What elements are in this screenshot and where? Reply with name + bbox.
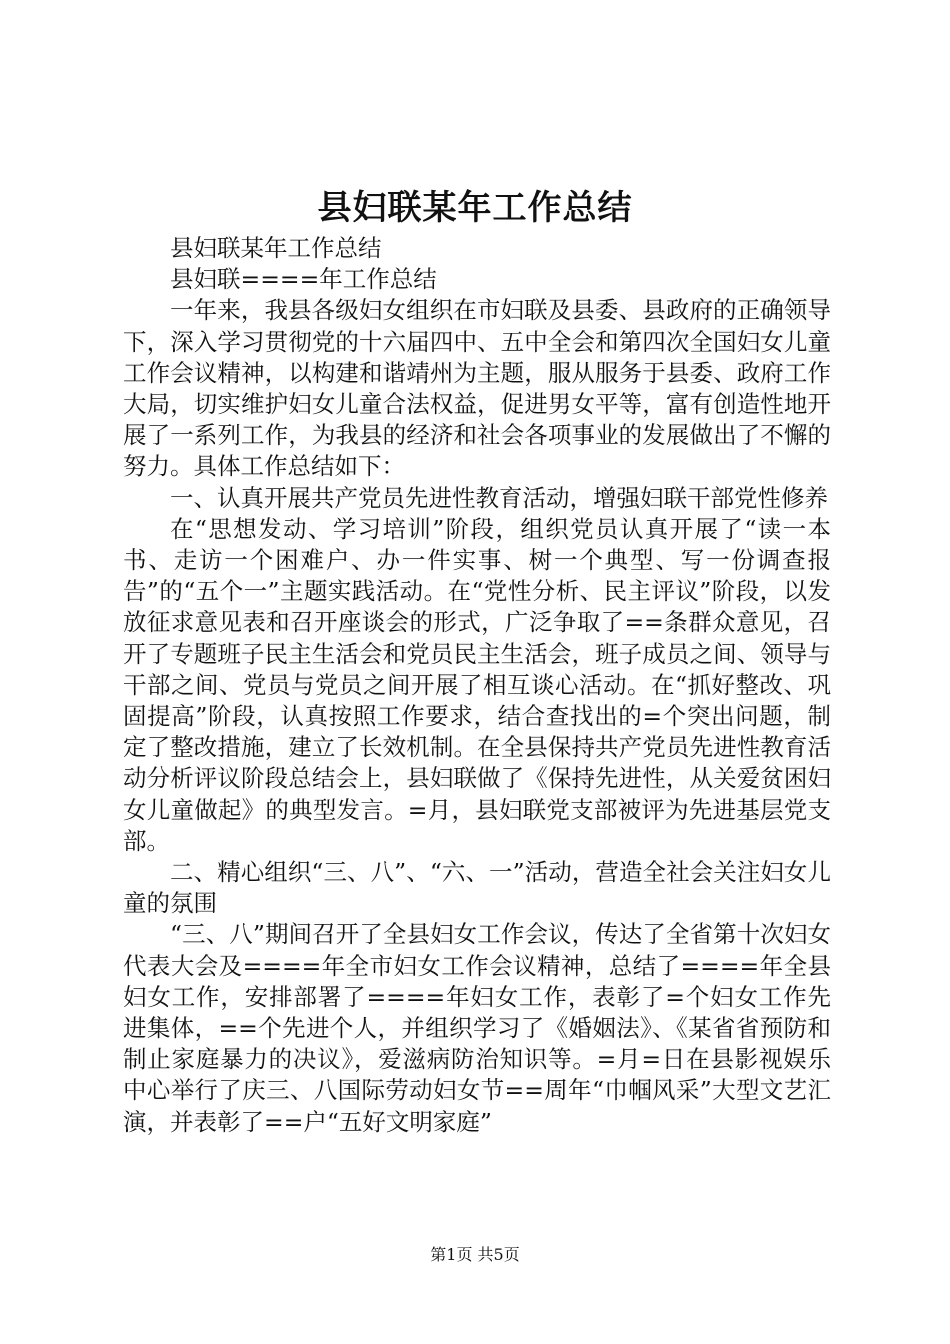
page-number-footer: 第1页 共5页 xyxy=(430,1245,520,1264)
document-body xyxy=(123,233,831,1138)
paragraph-section-1: 在“思想发动、学习培训”阶段，组织党员认真开展了“读一本书、走访一个困难户、办一件实事、树一个典型、写一份调查报告”的“五个一”主题实践活动。在“党性分析、民主评议”阶段，以发放征求意见表和召开座谈会的形式，广泛争取了==条群众意见，召开了专题班子民主生活会和党员民主生活会，班子成员之间、领导与干部之间、党员与党员之间开展了相互谈心活动。在“抓好整改、巩固提高”阶段，认真按照工作要求，结合查找出的=个突出问题，制定了整改措施，建立了长效机制。在全县保持共产党员先进性教育活动分析评议阶段总结会上，县妇联做了《保持先进性，从关爱贫困妇女儿童做起》的典型发言。=月，县妇联党支部被评为先进基层党支部。 xyxy=(123,514,831,855)
paragraph-heading: 县妇联====年工作总结 xyxy=(170,265,437,294)
section-heading-2: 二、精心组织“三、八”、“六、一”活动，营造全社会关注妇女儿童的氛围 xyxy=(123,858,831,918)
paragraph-subtitle: 县妇联某年工作总结 xyxy=(170,234,382,262)
paragraph-section-2: “三、八”期间召开了全县妇女工作会议，传达了全省第十次妇女代表大会及====年全市妇女工作会议精神，总结了====年全县妇女工作，安排部署了====年妇女工作，表彰了=个妇女工作先进集体，==个先进个人，并组织学习了《婚姻法》、《某省省预防和制止家庭暴力的决议》，爱滋病防治知识等。=月=日在县影视娱乐中心举行了庆三、八国际劳动妇女节==周年“巾帼风采”大型文艺汇演，并表彰了==户“五好文明家庭” xyxy=(123,920,831,1136)
document-title: 县妇联某年工作总结 xyxy=(317,188,633,228)
paragraph-intro: 一年来，我县各级妇女组织在市妇联及县委、县政府的正确领导下，深入学习贯彻党的十六届四中、五中全会和第四次全国妇女儿童工作会议精神，以构建和谐靖州为主题，服从服务于县委、政府工作大局，切实维护妇女儿童合法权益，促进男女平等，富有创造性地开展了一系列工作，为我县的经济和社会各项事业的发展做出了不懈的努力。具体工作总结如下： xyxy=(123,296,831,481)
section-heading-1: 一、认真开展共产党员先进性教育活动，增强妇联干部党性修养 xyxy=(170,483,828,512)
